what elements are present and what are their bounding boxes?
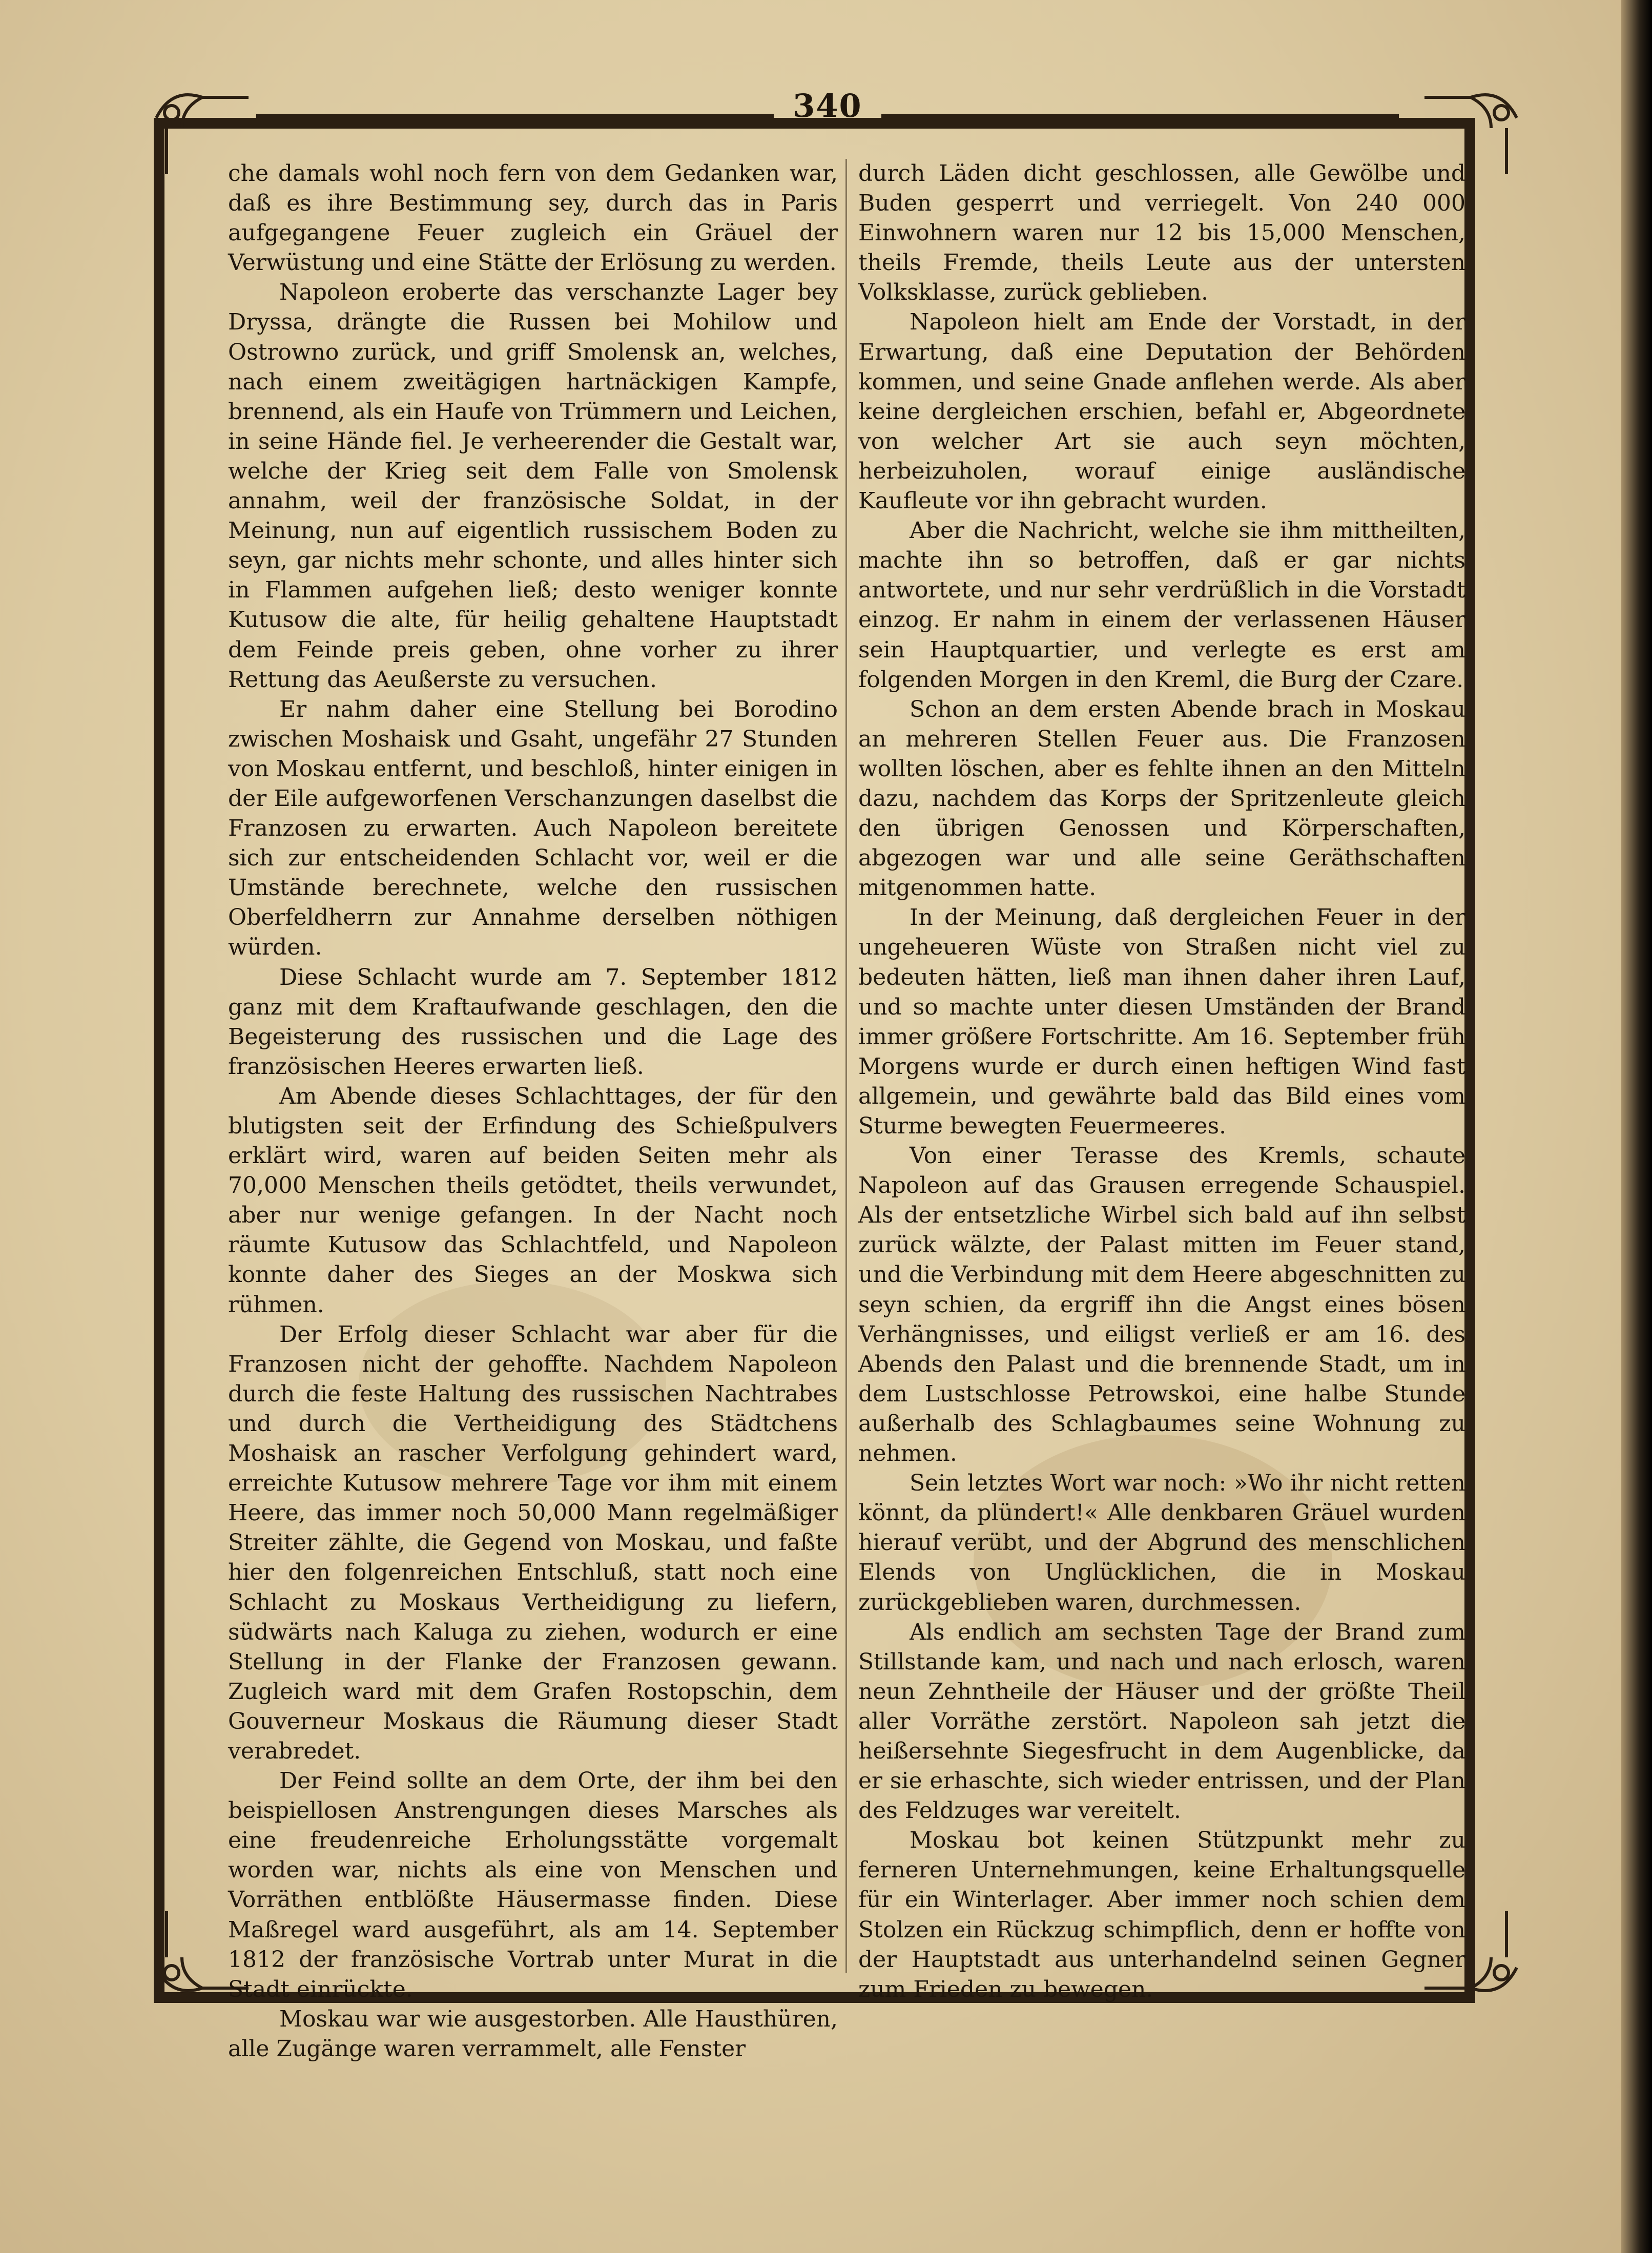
paragraph: Napoleon eroberte das verschanzte Lager bey Dryssa, drängte die Russen bei Mohilow und Ostrowno zurück, und griff Smolensk an, welches, nach einem zweitägigen hartnäckigen Kampfe, brennend, als ein Haufe von Trümmern und Leichen, in seine Hände fiel. Je verheerender die Gestalt war, welche der Krieg seit dem Falle von Smolensk annahm, weil der französische Soldat, in der Meinung, nun auf eigentlich russischem Boden zu seyn, gar nichts mehr schonte, und alles hinter sich in Flammen aufgehen ließ; desto weniger konnte Kutusow die alte, für heilig gehaltene Hauptstadt dem Feinde preis geben, ohne vorher zu ihrer Rettung das Aeußerste zu versuchen. [228, 279, 838, 693]
paragraph: Sein letztes Wort war noch: »Wo ihr nicht retten könnt, da plündert!« Alle denkbaren Gräuel wurden hierauf verübt, und der Abgrund des menschlichen Elends von Unglücklichen, die in Moskau zurückgeblieben waren, durchmessen. [858, 1470, 1465, 1616]
paragraph: Aber die Nachricht, welche sie ihm mittheilten, machte ihn so betroffen, daß er gar nichts antwortete, und nur sehr verdrüßlich in die Vorstadt einzog. Er nahm in einem der verlassenen Häuser sein Hauptquartier, und verlegte es erst am folgenden Morgen in den Kreml, die Burg der Czare. [858, 518, 1465, 693]
paragraph: In der Meinung, daß dergleichen Feuer in der ungeheueren Wüste von Straßen nicht viel zu bedeuten hätten, ließ man ihnen daher ihren Lauf, und so machte unter diesen Umständen der Brand immer größere Fortschritte. Am 16. September früh Morgens wurde er durch einen heftigen Wind fast allgemein, und gewährte bald das Bild eines vom Sturme bewegten Feuermeeres. [858, 904, 1465, 1139]
paragraph: Er nahm daher eine Stellung bei Borodino zwischen Moshaisk und Gsaht, ungefähr 27 Stunden von Moskau entfernt, und beschloß, hinter einigen in der Eile aufgeworfenen Verschanzungen daselbst die Franzosen zu erwarten. Auch Napoleon bereitete sich zur entscheidenden Schlacht vor, weil er die Umstände berechnete, welche den russischen Oberfeldherrn zur Annahme derselben nöthigen würden. [228, 696, 838, 961]
paragraph: Moskau war wie ausgestorben. Alle Hausthüren, alle Zugänge waren verrammelt, alle Fenster [228, 2006, 838, 2062]
paragraph: Schon an dem ersten Abende brach in Moskau an mehreren Stellen Feuer aus. Die Franzosen wollten löschen, aber es fehlte ihnen an den Mitteln dazu, nachdem das Korps der Spritzenleute gleich den übrigen Genossen und Körperschaften, abgezogen war und alle seine Geräthschaften mitgenommen hatte. [858, 696, 1465, 901]
paragraph: Am Abende dieses Schlachttages, der für den blutigsten seit der Erfindung des Schießpulvers erklärt wird, waren auf beiden Seiten mehr als 70,000 Menschen theils getödtet, theils verwundet, aber nur wenige gefangen. In der Nacht noch räumte Kutusow das Schlachtfeld, und Napoleon konnte daher des Sieges an der Moskwa sich rühmen. [228, 1083, 838, 1318]
header-rule-right [881, 114, 1399, 118]
paragraph: Als endlich am sechsten Tage der Brand zum Stillstande kam, und nach und nach erlosch, waren neun Zehntheile der Häuser und der größte Theil aller Vorräthe zerstört. Napoleon sah jetzt die heißersehnte Siegesfrucht in dem Augenblicke, da er sie erhaschte, sich wieder entrissen, und der Plan des Feldzuges war vereitelt. [858, 1619, 1465, 1824]
paragraph: Der Feind sollte an dem Orte, der ihm bei den beispiellosen Anstrengungen dieses Marsches als eine freudenreiche Erholungsstätte vorgemalt worden war, nichts als eine von Menschen und Vorräthen entblößte Häusermasse finden. Diese Maßregel ward ausgeführt, als am 14. September 1812 der französische Vortrab unter Murat in die Stadt einrückte. [228, 1768, 838, 2002]
paragraph: che damals wohl noch fern von dem Gedanken war, daß es ihre Bestimmung sey, durch das in Paris aufgegangene Feuer zugleich ein Gräuel der Verwüstung und eine Stätte der Erlösung zu werden. [228, 160, 838, 276]
right-column [858, 159, 1465, 2004]
paragraph: Moskau bot keinen Stützpunkt mehr zu ferneren Unternehmungen, keine Erhaltungsquelle für ein Winterlager. Aber immer noch schien dem Stolzen ein Rückzug schimpflich, denn er hoffte von der Hauptstadt aus unterhandelnd seinen Gegner zum Frieden zu bewegen. [858, 1827, 1465, 2002]
paragraph: Von einer Terasse des Kremls, schaute Napoleon auf das Grausen erregende Schauspiel. Als der entsetzliche Wirbel sich bald auf ihn selbst zurück wälzte, der Palast mitten im Feuer stand, und die Verbindung mit dem Heere abgeschnitten zu seyn schien, da ergriff ihn die Angst eines bösen Verhängnisses, und eiligst verließ er am 16. des Abends den Palast und die brennende Stadt, um in dem Lustschlosse Petrowskoi, eine halbe Stunde außerhalb des Schlagbaumes seine Wohnung zu nehmen. [858, 1143, 1465, 1467]
paragraph: Diese Schlacht wurde am 7. September 1812 ganz mit dem Kraftaufwande geschlagen, den die Begeisterung des russischen und die Lage des französischen Heeres erwarten ließ. [228, 964, 838, 1080]
binding-gutter [1621, 0, 1652, 2253]
paragraph: Napoleon hielt am Ende der Vorstadt, in der Erwartung, daß eine Deputation der Behörden kommen, und seine Gnade anflehen werde. Als aber keine dergleichen erschien, befahl er, Abgeordnete von welcher Art sie auch seyn möchten, herbeizuholen, worauf einige ausländische Kaufleute vor ihn gebracht wurden. [858, 309, 1465, 514]
paragraph: durch Läden dicht geschlossen, alle Gewölbe und Buden gesperrt und verriegelt. Von 240 000 Einwohnern waren nur 12 bis 15,000 Menschen, theils Fremde, theils Leute aus der untersten Volksklasse, zurück geblieben. [858, 160, 1465, 306]
column-divider [845, 159, 847, 1973]
left-column [228, 159, 838, 2064]
paragraph: Der Erfolg dieser Schlacht war aber für die Franzosen nicht der gehoffte. Nachdem Napoleon durch die feste Haltung des russischen Nachtrabes und durch die Vertheidigung des Städtchens Moshaisk an rascher Verfolgung gehindert ward, erreichte Kutusow mehrere Tage vor ihm mit einem Heere, das immer noch 50,000 Mann regelmäßiger Streiter zählte, die Gegend von Moskau, und faßte hier den folgenreichen Entschluß, statt noch eine Schlacht zu Moskaus Vertheidigung zu liefern, südwärts nach Kaluga zu ziehen, wodurch er eine Stellung in der Flanke der Franzosen gewann. Zugleich ward mit dem Grafen Rostopschin, dem Gouverneur Moskaus die Räumung dieser Stadt verabredet. [228, 1321, 838, 1764]
header-rule-left [256, 114, 774, 118]
page-number: 340 [793, 87, 862, 125]
